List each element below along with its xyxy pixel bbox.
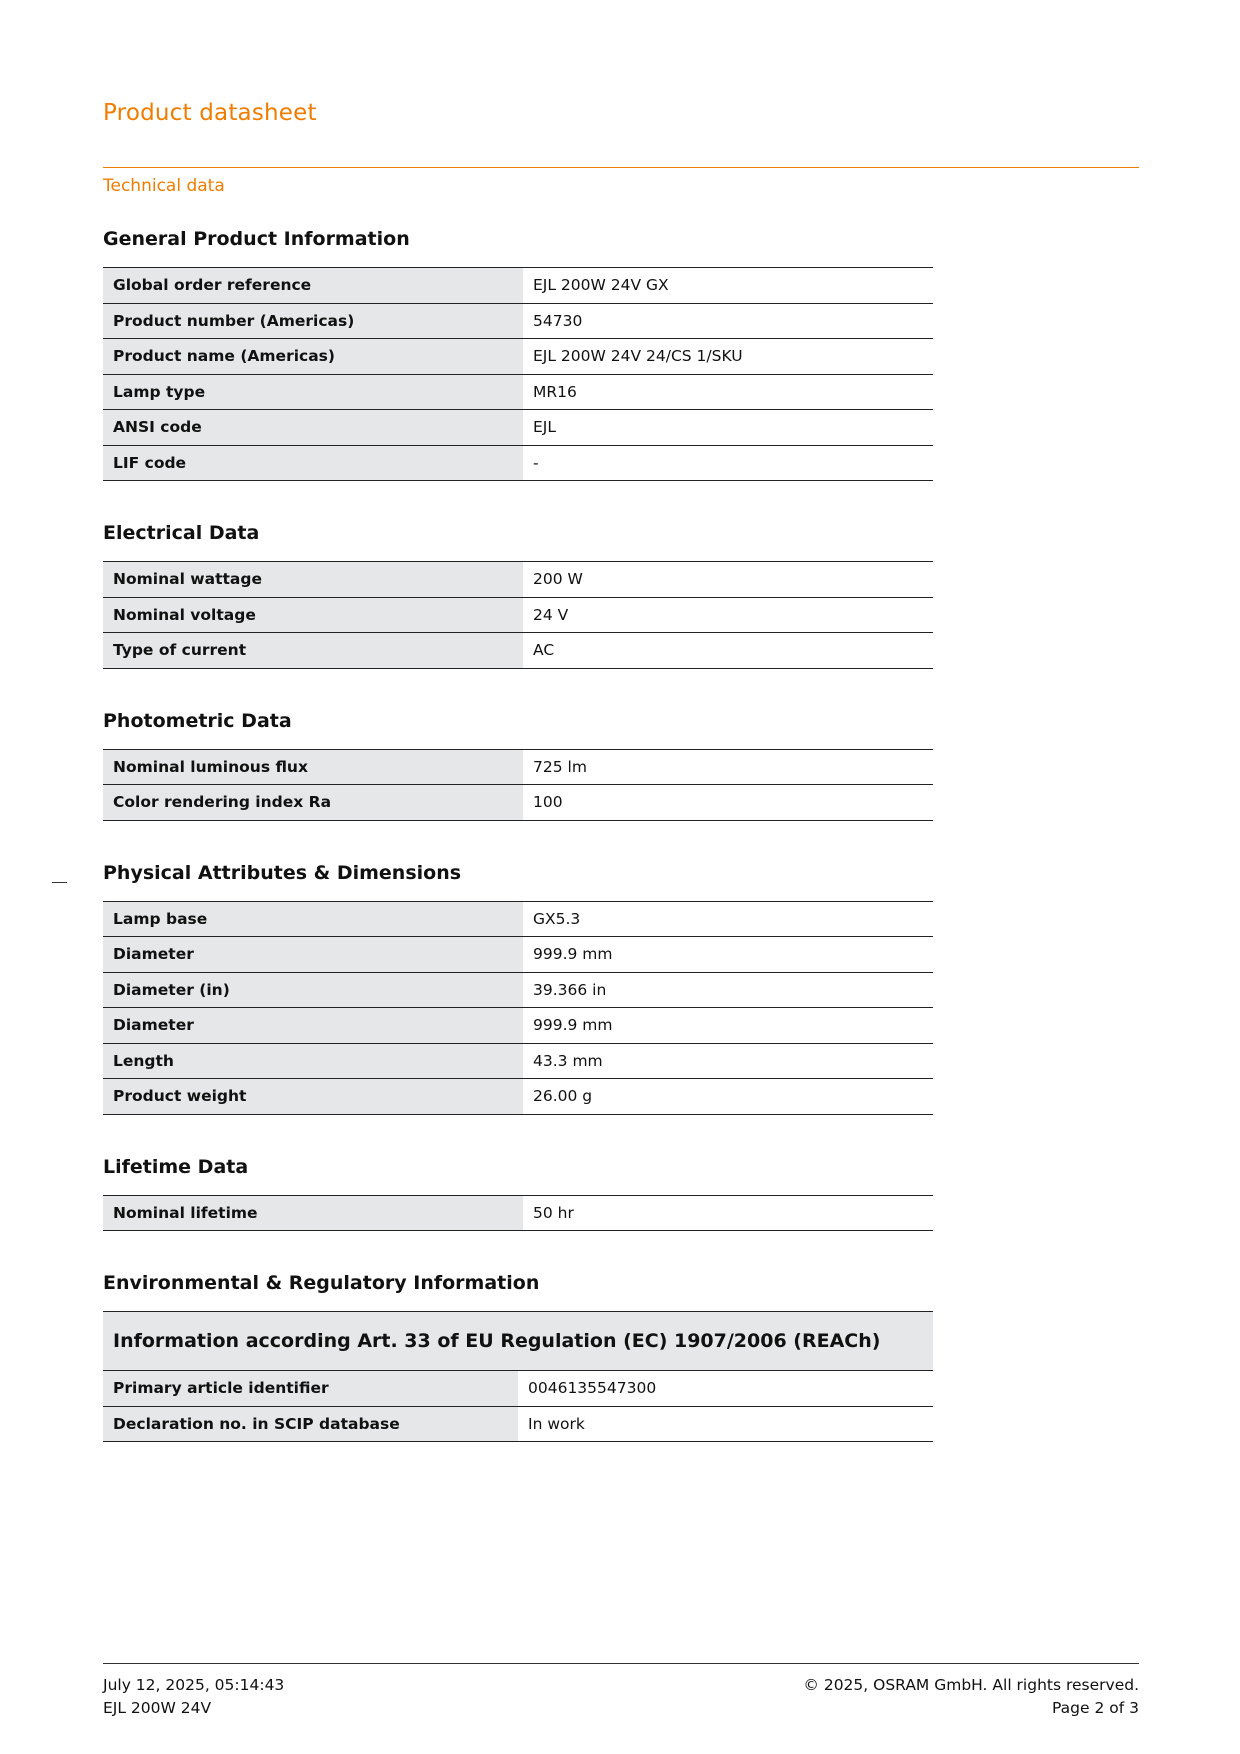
table-row <box>103 268 933 304</box>
spec-value: 100 <box>523 785 933 821</box>
footer-timestamp: July 12, 2025, 05:14:43 <box>103 1676 285 1694</box>
table-row <box>103 1371 933 1407</box>
spec-value: AC <box>523 633 933 669</box>
spec-section <box>103 861 933 1115</box>
spec-table <box>103 901 933 1115</box>
page-subtitle: Technical data <box>103 176 225 196</box>
spec-label: Length <box>103 1043 523 1079</box>
table-row <box>103 633 933 669</box>
table-row <box>103 1312 933 1371</box>
footer-right <box>803 1674 1139 1720</box>
spec-value: 43.3 mm <box>523 1043 933 1079</box>
spec-value: GX5.3 <box>523 901 933 937</box>
spec-label: Lamp type <box>103 374 523 410</box>
spec-section <box>103 1155 933 1232</box>
table-row <box>103 445 933 481</box>
spec-value: - <box>523 445 933 481</box>
spec-label: Global order reference <box>103 268 523 304</box>
table-row <box>103 1079 933 1115</box>
spec-label: Primary article identifier <box>103 1371 518 1407</box>
spec-section <box>103 521 933 669</box>
table-row <box>103 901 933 937</box>
spec-label: ANSI code <box>103 410 523 446</box>
spec-label: Nominal voltage <box>103 597 523 633</box>
spec-label: LIF code <box>103 445 523 481</box>
table-row <box>103 972 933 1008</box>
spec-label: Declaration no. in SCIP database <box>103 1406 518 1442</box>
spec-section <box>103 227 933 481</box>
footer-product: EJL 200W 24V <box>103 1699 212 1717</box>
section-heading: Environmental & Regulatory Information <box>103 1272 540 1294</box>
spec-value: 725 lm <box>523 749 933 785</box>
table-row <box>103 597 933 633</box>
section-heading: Lifetime Data <box>103 1155 249 1178</box>
footer-page-number: Page 2 of 3 <box>1052 1699 1139 1717</box>
section-heading: Electrical Data <box>103 522 260 544</box>
page-title: Product datasheet <box>103 100 317 126</box>
table-row <box>103 410 933 446</box>
spec-label: Lamp base <box>103 901 523 937</box>
spec-section <box>103 709 933 821</box>
table-row <box>103 937 933 973</box>
spec-value: 200 W <box>523 562 933 598</box>
spec-value: 999.9 mm <box>523 1008 933 1044</box>
spec-label: Product weight <box>103 1079 523 1115</box>
table-row <box>103 749 933 785</box>
reach-title: Information according Art. 33 of EU Regulation (EC) 1907/2006 (REACh) <box>103 1312 933 1371</box>
spec-label: Nominal wattage <box>103 562 523 598</box>
spec-table <box>103 1195 933 1232</box>
table-row <box>103 1406 933 1442</box>
table-row <box>103 1008 933 1044</box>
section-heading: General Product Information <box>103 228 410 250</box>
footer-divider <box>103 1663 1139 1664</box>
spec-value: 54730 <box>523 303 933 339</box>
section-heading: Physical Attributes & Dimensions <box>103 861 462 884</box>
section-heading: Photometric Data <box>103 709 292 732</box>
spec-value: MR16 <box>523 374 933 410</box>
table-row <box>103 785 933 821</box>
spec-label: Nominal luminous flux <box>103 749 523 785</box>
spec-value: 39.366 in <box>523 972 933 1008</box>
table-row <box>103 303 933 339</box>
datasheet-content <box>103 224 933 1482</box>
spec-label: Color rendering index Ra <box>103 785 523 821</box>
table-row <box>103 1043 933 1079</box>
spec-value: EJL 200W 24V GX <box>523 268 933 304</box>
spec-value: In work <box>518 1406 933 1442</box>
title-divider <box>103 167 1139 168</box>
spec-table <box>103 749 933 821</box>
spec-label: Diameter (in) <box>103 972 523 1008</box>
spec-label: Type of current <box>103 633 523 669</box>
spec-value: 0046135547300 <box>518 1371 933 1407</box>
spec-value: 999.9 mm <box>523 937 933 973</box>
spec-value: 26.00 g <box>523 1079 933 1115</box>
spec-value: 24 V <box>523 597 933 633</box>
spec-label: Nominal lifetime <box>103 1195 523 1231</box>
spec-label: Diameter <box>103 1008 523 1044</box>
reach-table <box>103 1311 933 1442</box>
spec-table <box>103 561 933 669</box>
footer-left <box>103 1674 284 1720</box>
section-environmental <box>103 1271 933 1442</box>
spec-label: Diameter <box>103 937 523 973</box>
table-row <box>103 374 933 410</box>
spec-value: 50 hr <box>523 1195 933 1231</box>
footer-copyright: © 2025, OSRAM GmbH. All rights reserved. <box>803 1676 1139 1694</box>
table-row <box>103 339 933 375</box>
spec-label: Product name (Americas) <box>103 339 523 375</box>
table-row <box>103 1195 933 1231</box>
spec-value: EJL 200W 24V 24/CS 1/SKU <box>523 339 933 375</box>
spec-label: Product number (Americas) <box>103 303 523 339</box>
spec-value: EJL <box>523 410 933 446</box>
spec-table <box>103 267 933 481</box>
spec-sections <box>103 227 933 1231</box>
table-row <box>103 562 933 598</box>
margin-mark <box>52 882 67 883</box>
